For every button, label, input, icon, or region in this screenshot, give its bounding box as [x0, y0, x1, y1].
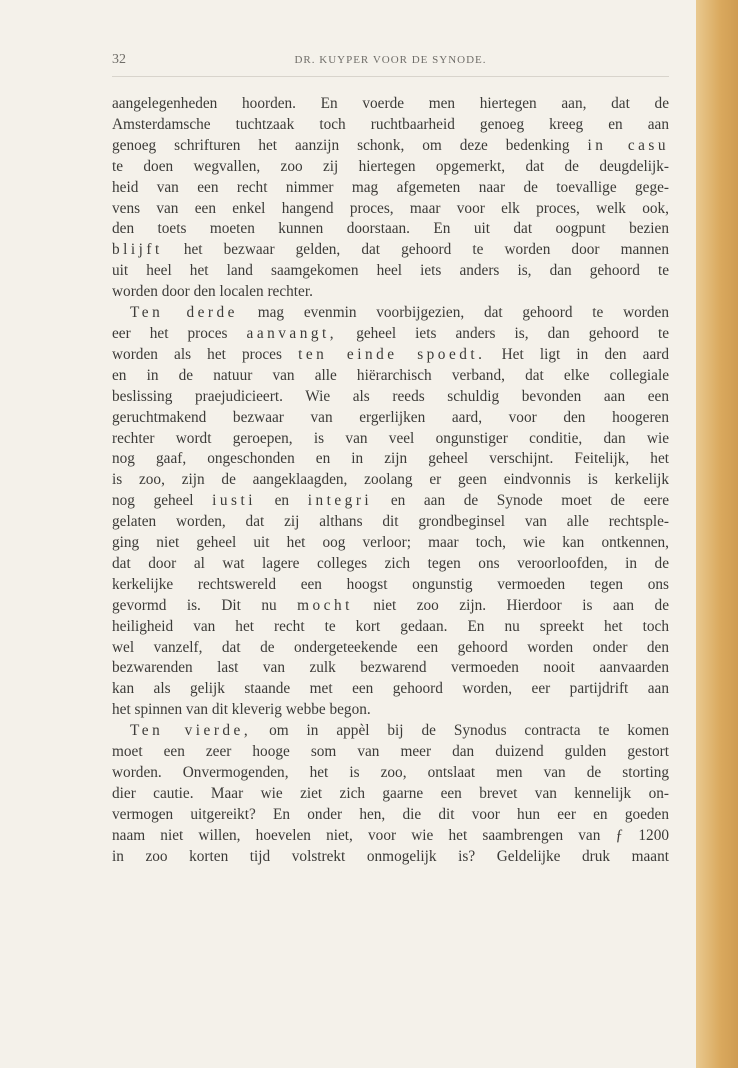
text-line: gelaten worden, dat zij althans dit grondbeginsel van alle rechtsple-	[112, 513, 669, 531]
page-header	[112, 52, 669, 74]
text-line: Ten derde mag evenmin voorbijgezien, dat gehoord te worden	[130, 304, 669, 322]
spaced-emphasis: integri	[307, 492, 373, 510]
text-line: dier cautie. Maar wie ziet zich gaarne een brevet van kennelijk on-	[112, 784, 669, 802]
text-line: Amsterdamsche tuchtzaak toch ruchtbaarheid genoeg kreeg en aan	[112, 115, 669, 133]
text-line: uit heel het land saamgekomen heel iets anders is, dan gehoord te	[112, 262, 669, 280]
running-head: DR. KUYPER VOOR DE SYNODE.	[294, 54, 487, 66]
text-line: worden door den localen rechter.	[112, 283, 313, 301]
text-line: te doen wegvallen, zoo zij hiertegen opgemerkt, dat de deugdelijk-	[112, 157, 669, 175]
text-line: nog gaaf, ongeschonden en in zijn geheel verschijnt. Feitelijk, het	[112, 450, 669, 468]
text-line: den toets moeten kunnen doorstaan. En uit dat oogpunt bezien	[112, 220, 669, 238]
text-line: kerkelijke rechtswereld een hoogst ongunstig vermoeden tegen ons	[112, 575, 669, 593]
text-line: kan als gelijk staande met een gehoord worden, eer partijdrift aan	[112, 680, 669, 698]
spaced-emphasis: mocht	[297, 596, 353, 614]
text-line: worden. Onvermogenden, het is zoo, ontslaat men van de storting	[112, 764, 669, 781]
text-line: naam niet willen, hoevelen niet, voor wie het saambrengen van ƒ 1200	[112, 826, 669, 844]
text-line: in zoo korten tijd volstrekt onmogelijk is? Geldelijke druk maant	[112, 847, 669, 865]
page-number: 32	[112, 52, 126, 67]
text-line: moet een zeer hooge som van meer dan duizend gulden gestort	[112, 743, 669, 761]
spaced-emphasis: ten einde spoedt.	[298, 345, 486, 363]
text-line: ging niet geheel uit het oog verloor; maar toch, wie kan ontkennen,	[112, 534, 669, 552]
spaced-emphasis: iusti	[212, 492, 256, 510]
text-line: eer het proces aanvangt, geheel iets anders is, dan gehoord te	[112, 324, 670, 342]
text-line: rechter wordt geroepen, is van veel ongunstiger conditie, dan wie	[112, 429, 669, 447]
book-spine-edge	[696, 0, 738, 1068]
text-line: het spinnen van dit kleverig webbe begon.	[112, 701, 371, 719]
text-line: aangelegenheden hoorden. En voerde men hiertegen aan, dat de	[112, 95, 669, 112]
text-line: vens van een enkel hangend proces, maar voor elk proces, welk ook,	[112, 199, 669, 217]
text-line: en in de natuur van alle hiërarchisch verband, dat elke collegiale	[112, 366, 669, 384]
text-line: nog geheel iusti en integri en aan de Synode moet de eere	[112, 492, 670, 510]
text-line: beslissing praejudicieert. Wie als reeds schuldig bevonden aan een	[112, 387, 669, 405]
text-line: wel vanzelf, dat de ondergeteekende een gehoord worden onder den	[112, 638, 669, 656]
text-line: bezwarenden last van zulk bezwarend vermoeden nooit aanvaarden	[112, 659, 669, 677]
text-line: blijft het bezwaar gelden, dat gehoord te worden door mannen	[112, 241, 669, 259]
spaced-emphasis: in casu	[587, 136, 669, 154]
text-line: Ten vierde, om in appèl bij de Synodus contracta te komen	[130, 722, 669, 740]
text-line: vermogen uitgereikt? En onder hen, die dit voor hun eer en goeden	[112, 805, 669, 823]
text-line: worden als het proces ten einde spoedt. Het ligt in den aard	[112, 345, 670, 363]
text-line: geruchtmakend bezwaar van ergerlijken aard, voor den hoogeren	[112, 408, 669, 426]
spaced-emphasis: Ten derde	[130, 304, 238, 322]
spaced-emphasis: aanvangt,	[246, 324, 338, 342]
text-line: heid van een recht nimmer mag afgemeten naar de toevallige gege-	[112, 178, 669, 196]
header-rule	[112, 76, 669, 77]
body-text	[112, 94, 669, 868]
text-line: dat door al wat lagere colleges zich tegen ons veroorloofden, in de	[112, 554, 669, 572]
text-line: genoeg schrifturen het aanzijn schonk, om deze bedenking in casu	[112, 136, 669, 154]
text-line: heiligheid van het recht te kort gedaan. En nu spreekt het toch	[112, 617, 669, 635]
spaced-emphasis: blijft	[112, 241, 163, 259]
spaced-emphasis: Ten vierde,	[130, 722, 252, 740]
text-line: is zoo, zijn de aangeklaagden, zoolang er geen eindvonnis is kerkelijk	[112, 471, 669, 489]
text-line: gevormd is. Dit nu mocht niet zoo zijn. Hierdoor is aan de	[112, 596, 669, 614]
